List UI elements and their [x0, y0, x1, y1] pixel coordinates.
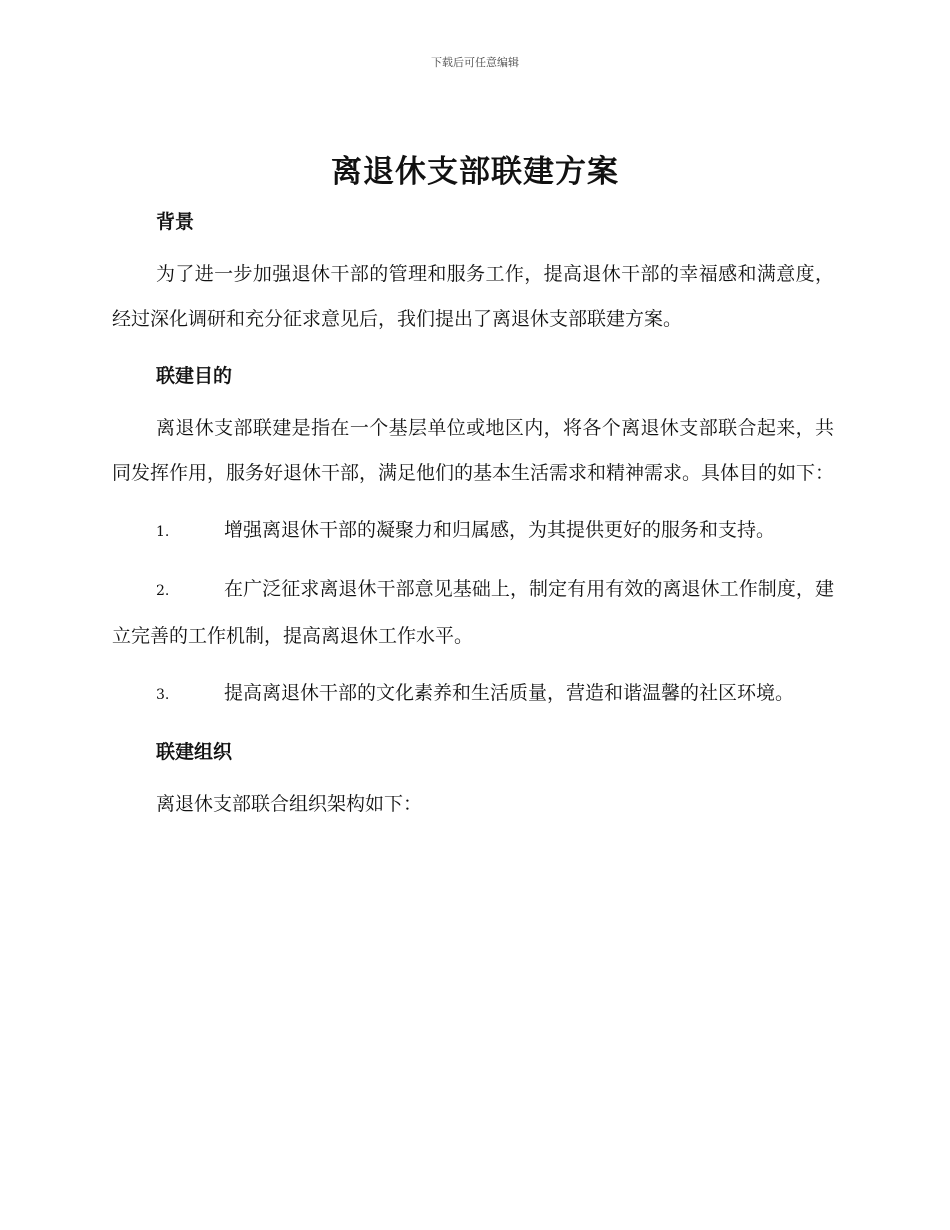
- document-body: [112, 204, 834, 827]
- list-item-text: 在广泛征求离退休干部意见基础上，制定有用有效的离退休工作制度，建立完善的工作机制，提高离退休工作水平。: [112, 578, 834, 647]
- list-item-text: 提高离退休干部的文化素养和生活质量，营造和谐温馨的社区环境。: [224, 682, 795, 704]
- background-paragraph: 为了进一步加强退休干部的管理和服务工作，提高退休干部的幸福感和满意度，经过深化调研和充分征求意见后，我们提出了离退休支部联建方案。: [112, 263, 834, 330]
- document-title: 离退休支部联建方案: [331, 154, 619, 190]
- list-item: [112, 508, 834, 555]
- list-item: [112, 567, 834, 659]
- purpose-paragraph: 离退休支部联建是指在一个基层单位或地区内，将各个离退休支部联合起来，共同发挥作用，服务好退休干部，满足他们的基本生活需求和精神需求。具体目的如下：: [112, 417, 835, 484]
- section-heading-organization: 联建组织: [156, 741, 233, 763]
- header-note: 下载后可任意编辑: [431, 56, 519, 69]
- list-number: 2.: [156, 583, 170, 599]
- organization-paragraph: 离退休支部联合组织架构如下：: [156, 793, 423, 815]
- list-item: [112, 671, 834, 718]
- section-heading-purpose: 联建目的: [156, 365, 233, 387]
- list-item-text: 增强离退休干部的凝聚力和归属感，为其提供更好的服务和支持。: [224, 519, 776, 541]
- list-number: 3.: [156, 687, 170, 703]
- section-heading-background: 背景: [156, 211, 195, 233]
- list-number: 1.: [156, 524, 170, 540]
